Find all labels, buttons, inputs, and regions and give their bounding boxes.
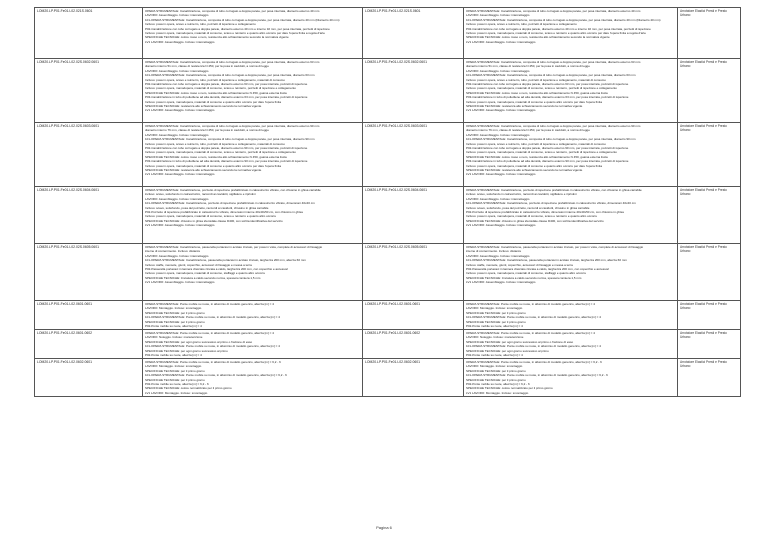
item-category: Arrotatore Elastici Presti e Presto Urbano bbox=[678, 187, 741, 243]
description-line: LV1 LAVORO: Assemblaggio. Incluso: intercettaggio bbox=[145, 39, 215, 44]
description-line: 101-OPERA STRUMENTALE: Canalizzazione, passerella portacavi in acciaio zincato, larghezza 200 mm, altezza 60 mm bbox=[466, 258, 627, 263]
description-line: P02-Ponte mobile su ruote, altezza [m] = 4 bbox=[145, 353, 202, 358]
description-line: SPECIFICHE TECNICHE: resistenza allo schiacciamento secondo la normativa vigente bbox=[466, 104, 583, 109]
item-code-secondary: LOM20.LP.P01.Fe01.L02.0601.0602 bbox=[363, 330, 464, 358]
description-line: OPERA STRUMENTALE: Canalizzazione, composta di tubo corrugato a doppia parete, per posa interrata, diametro esterno 90 mm bbox=[466, 124, 641, 128]
description-line: 101-OPERA STRUMENTALE: Canalizzazione, pozzetto di ispezione prefabbricato in calcestruzzo vibrato, dimensioni 40x40 cm bbox=[466, 201, 636, 206]
item-description-secondary bbox=[464, 330, 678, 358]
description-line: LAVORO: Assemblaggio. Incluso: intercettaggio bbox=[466, 68, 530, 73]
item-category: Arrotatore Elastici Presti e Presto Urbano bbox=[678, 301, 741, 329]
description-line: SPECIFICHE TECNICHE: resistenza allo schiacciamento secondo la normativa vigente bbox=[145, 168, 262, 173]
table-row bbox=[35, 359, 741, 397]
description-line: SPECIFICHE TECNICHE: per il primo giorno bbox=[145, 310, 205, 315]
description-line: OPERA STRUMENTALE: Canalizzazione, composta di tubo corrugato a doppia parete, per posa interrata, diametro esterno 40 mm bbox=[466, 9, 641, 13]
description-line: LAVORO: Assemblaggio. Incluso: intercettaggio bbox=[466, 13, 530, 18]
description-line: LAVORO: Assemblaggio. Incluso: intercettaggio bbox=[145, 132, 209, 137]
item-code: LOM20.LP.P01.Fe01.L02.0601.0601 bbox=[35, 301, 143, 329]
description-line: OPERA STRUMENTALE: Canalizzazione, composta di tubo corrugato a doppia parete, per posa interrata, diametro esterno 63 mm bbox=[145, 60, 320, 64]
description-line: OPERA STRUMENTALE: Ponte mobile su ruote, in alluminio di modello generico, altezza [m] = 4 bbox=[466, 302, 595, 306]
description-line: LV1 LAVORO: Assemblaggio. Incluso: intercettaggio bbox=[466, 280, 536, 285]
description-line: OPERA STRUMENTALE: Ponte mobile su ruote, in alluminio di modello generico, altezza [m] = 4 bbox=[466, 331, 595, 335]
description-line: P02-Canalizzazione con tubo corrugato a doppia parete, diametro esterno 90 mm, per posa interrata, pozzetti di ispezione bbox=[145, 146, 308, 151]
item-category: Arrotatore Elastici Presti e Presto Urbano bbox=[678, 59, 741, 122]
item-description bbox=[143, 244, 363, 300]
description-line bbox=[466, 357, 675, 358]
description-line: Incluso: posa in opera, manodopera, materiali di consumo, scavo e reinterro e quanto altro occorre bbox=[145, 214, 277, 219]
item-category: Arrotatore Elastici Presti e Presto Urbano bbox=[678, 330, 741, 358]
description-line: SPECIFICHE TECNICHE: per il primo giorno bbox=[145, 368, 205, 373]
description-line: SPECIFICHE TECNICHE: colore rosso o nero, resistenza allo schiacciamento N 450, guaina esterna liscia bbox=[466, 90, 608, 95]
description-line: OPERA STRUMENTALE: Canalizzazione, composta di tubo corrugato a doppia parete, per posa interrata, diametro esterno 63 mm bbox=[466, 60, 641, 64]
table-row bbox=[35, 187, 741, 244]
description-line: P03-Canalizzazione in tubo di polietilene ad alta densità, diametro esterno 90 mm, per posa interrata, pozzetti di ispezione bbox=[466, 159, 629, 164]
price-list-table bbox=[34, 7, 741, 397]
description-line bbox=[466, 328, 675, 329]
item-code-secondary: LOM20.LP.P01.Fe01.L02.02S.0602.0601 bbox=[363, 59, 464, 122]
description-line: Incluso: posa in opera, manodopera, materiali di consumo, scavo e reinterro e quanto altro occorre per dare l'opera finita a regola d'arte bbox=[145, 31, 325, 36]
description-line: Incluso: posa in opera, manodopera, materiali di consumo, scavo e reinterro e quanto altro occorre bbox=[466, 214, 598, 219]
item-code: LOM20.LP.P01.Fe01.L02.021S.0601 bbox=[35, 8, 143, 58]
table-row bbox=[35, 244, 741, 301]
description-line: SPECIFICHE TECNICHE: per il primo giorno bbox=[466, 310, 526, 315]
item-description-secondary bbox=[464, 359, 678, 396]
description-line: OPERA STRUMENTALE: Canalizzazione, composta di tubo corrugato a doppia parete, per posa interrata, diametro esterno 90 mm bbox=[145, 124, 320, 128]
description-line: LAVORO: Assemblaggio. Incluso: intercettaggio bbox=[466, 132, 530, 137]
description-line: SPECIFICHE TECNICHE: chiusino in ghisa sferoidale classe D400, con scritta identificativa del servizio bbox=[145, 218, 283, 223]
description-line: 101-OPERA STRUMENTALE: Ponte mobile su ruote, in alluminio di modello generico, altezza [m] = 4 bbox=[466, 344, 601, 349]
description-line: Incluso: posa in opera, scavo e reinterro, tubo, pozzetti di ispezione e collegamento, materiali di consumo bbox=[145, 77, 285, 82]
description-line: P02-Canalizzazione con tubo corrugato a doppia parete, diametro esterno 63 mm, per posa interrata, pozzetti di ispezione bbox=[466, 82, 629, 87]
description-line: Incluso: posa in opera, manodopera, materiali di consumo, scavo e reinterro, pozzetti di ispezione e collegamento bbox=[466, 150, 617, 155]
description-line: OPERA STRUMENTALE: Ponte mobile su ruote, in alluminio di modello generico, altezza [m] = 4 bbox=[145, 331, 274, 335]
description-line: SPECIFICHE TECNICHE: chiusino in ghisa sferoidale classe D400, con scritta identificativa del servizio bbox=[466, 218, 604, 223]
description-line: P02-Pozzetto di ispezione prefabbricato in calcestruzzo vibrato, dimensioni interne 40x40x50 cm, con chiusino in ghisa bbox=[145, 210, 303, 215]
description-line: P02-Passerella portacavi in lamiera d'acciaio zincata a caldo, larghezza 200 mm, con coperchio e accessori bbox=[466, 267, 610, 272]
description-line: OPERA STRUMENTALE: Canalizzazione, composta di tubo corrugato a doppia parete, per posa interrata, diametro esterno 40 mm bbox=[145, 9, 320, 13]
description-line: diametro interno 51 mm, classe di resistenza N 450, per la posa in cavidotti, a norma di legge bbox=[466, 64, 590, 69]
description-line: 101-OPERA STRUMENTALE: Canalizzazione, composta di tubo corrugato a doppia parete, per posa interrata, diametro 63 mm bbox=[466, 73, 636, 78]
description-line: interne di contenimento. Incluso: distanze bbox=[145, 249, 201, 254]
description-line: SPECIFICHE TECNICHE: resistenza allo schiacciamento secondo la normativa vigente bbox=[145, 104, 262, 109]
item-category: Arrotatore Elastici Presti e Presto Urbano bbox=[678, 359, 741, 396]
description-line: SPECIFICHE TECNICHE: colore rosso o nero, resistenza allo schiacciamento N 450, guaina esterna liscia bbox=[466, 154, 608, 159]
description-line: LAVORO: Assemblaggio. Incluso: intercettaggio bbox=[466, 253, 530, 258]
description-line: P02-Canalizzazione con tubo corrugato a doppia parete, diametro esterno 40 mm e interno 32 mm, per posa interrata, pozzetti di ispezione bbox=[145, 26, 330, 31]
item-description bbox=[143, 187, 363, 243]
description-line: SPECIFICHE TECNICHE: per il primo giorno bbox=[466, 377, 526, 382]
item-code: LOM20.LP.P01.Fe01.L02.0601.0602 bbox=[35, 330, 143, 358]
item-category: Arrotatore Elastici Presti e Presto Urbano bbox=[678, 244, 741, 300]
description-line: P02-Canalizzazione con tubo corrugato a doppia parete, diametro esterno 40 mm e interno 32 mm, per posa interrata, pozzetti di ispezione bbox=[466, 26, 651, 31]
description-line: P02-Passerella portacavi in lamiera d'acciaio zincata a caldo, larghezza 200 mm, con coperchio e accessori bbox=[145, 267, 289, 272]
description-line: Incluso: posa in opera, scavo e reinterro, tubo, pozzetti di ispezione e collegamento bbox=[466, 22, 577, 27]
description-line: Incluso: posa in opera, manodopera, materiali di consumo e quanto altro occorre per dare l'opera finita bbox=[466, 163, 602, 168]
description-line: LAVORO: Assemblaggio. Incluso: intercettaggio bbox=[145, 13, 209, 18]
description-line: LAVORO: Assemblaggio. Incluso: intercettaggio bbox=[466, 196, 530, 201]
description-line: Incluso: posa in opera, manodopera, materiali di consumo, scavo e reinterro, pozzetti di ispezione e collegamento bbox=[145, 86, 296, 91]
description-line: OPERA STRUMENTALE: Canalizzazione, passerella portacavi in acciaio zincato, per posa in vista, complete di accessori di fissaggio bbox=[145, 245, 323, 249]
description-line: SPECIFICHE TECNICHE: per il primo giorno bbox=[466, 319, 526, 324]
description-line: P03-Canalizzazione in tubo di polietilene ad alta densità, diametro esterno 90 mm, per posa interrata, pozzetti di ispezione bbox=[145, 159, 308, 164]
description-line: SPECIFICHE TECNICHE: per ogni giorno successivo al primo o frazione di esso bbox=[466, 339, 574, 344]
description-line: diametro interno 51 mm, classe di resistenza N 450, per la posa in cavidotti, a norma di legge bbox=[145, 64, 269, 69]
item-code: LOM20.LP.P01.Fe01.L02.02S.0602.0601 bbox=[35, 59, 143, 122]
description-line: SPECIFICHE TECNICHE: per ogni giorno successivo al primo bbox=[145, 348, 228, 353]
description-line: Incluso: posa in opera, manodopera, materiali di consumo e quanto altro occorre per dare l'opera finita bbox=[145, 99, 281, 104]
table-row bbox=[35, 59, 741, 123]
description-line: Incluso: posa in opera, scavo e reinterro, tubo, pozzetti di ispezione e collegamento, materiali di consumo bbox=[145, 141, 285, 146]
table-row bbox=[35, 301, 741, 330]
description-line: Incluso: posa in opera, manodopera, materiali di consumo, scavo e reinterro e quanto altro occorre per dare l'opera finita a regola d'arte bbox=[466, 31, 646, 36]
description-line: LV1 LAVORO: Assemblaggio. Incluso: intercettaggio bbox=[145, 223, 215, 228]
description-line: LV1 LAVORO: Assemblaggio. Incluso: intercettaggio bbox=[466, 223, 536, 228]
description-line: incluso: scavo, sottofondo in calcestruzzo, raccordi ai cavidotti, sigillature e ripristini bbox=[466, 192, 577, 197]
description-line: Incluso: posa in opera, manodopera, materiali di consumo, staffaggi e quanto altro occorre bbox=[466, 271, 587, 276]
description-line: SPECIFICHE TECNICHE: colore rosso o nero, resistenza allo schiacciamento secondo la normativa vigente bbox=[145, 35, 289, 40]
description-line: P03-Canalizzazione in tubo di polietilene ad alta densità, diametro esterno 63 mm, per posa interrata, pozzetti di ispezione bbox=[145, 95, 308, 100]
description-line: OPERA STRUMENTALE: Ponte mobile su ruote, in alluminio di modello generico, altezza [m] = 6,2 - 6 bbox=[145, 360, 281, 364]
description-line: 101-OPERA STRUMENTALE: Ponte mobile su ruote, in alluminio di modello generico, altezza [m] = 4 bbox=[145, 344, 280, 349]
description-line: 101-OPERA STRUMENTALE: Canalizzazione, pozzetto di ispezione prefabbricato in calcestruzzo vibrato, dimensioni 40x40 cm bbox=[145, 201, 315, 206]
description-line: LV1 LAVORO: Assemblaggio. Incluso: intercettaggio bbox=[145, 108, 215, 113]
description-line: P02-Canalizzazione con tubo corrugato a doppia parete, diametro esterno 90 mm, per posa interrata, pozzetti di ispezione bbox=[466, 146, 629, 151]
description-line: SPECIFICHE TECNICHE: resistenza allo schiacciamento secondo la normativa vigente bbox=[466, 168, 583, 173]
description-line: LAVORO: Montaggio. Incluso: smontaggio bbox=[466, 306, 523, 311]
description-line: Incluso: posa in opera, scavo e reinterro, tubo, pozzetti di ispezione e collegamento, materiali di consumo bbox=[466, 141, 606, 146]
item-code-secondary: LOM20.LP.P01.Fe01.L02.0602.0601 bbox=[363, 359, 464, 396]
description-line: SPECIFICHE TECNICHE: colore normalizzato per il primo giorno bbox=[466, 386, 553, 391]
description-line: LAVORO: Assemblaggio. Incluso: intercettaggio bbox=[145, 68, 209, 73]
description-line: LV1 LAVORO: Assemblaggio. Incluso: intercettaggio bbox=[466, 108, 536, 113]
description-line bbox=[145, 328, 360, 329]
description-line: OPERA STRUMENTALE: Ponte mobile su ruote, in alluminio di modello generico, altezza [m] = 6,2 - 6 bbox=[466, 360, 602, 364]
description-line: OPERA STRUMENTALE: Canalizzazione, pozzetto di ispezione prefabbricato in calcestruzzo vibrato, con chiusino in ghisa carrabile bbox=[466, 188, 642, 192]
item-description bbox=[143, 301, 363, 329]
description-line: SPECIFICHE TECNICHE: zincatura a caldo secondo norma, spessore lamiera 1,5 mm bbox=[466, 275, 582, 280]
description-line: SPECIFICHE TECNICHE: per ogni giorno successivo al primo o frazione di esso bbox=[145, 339, 253, 344]
page-number: Pagina 6 bbox=[376, 525, 392, 530]
description-line: 101-OPERA STRUMENTALE: Canalizzazione, passerella portacavi in acciaio zincato, larghezza 200 mm, altezza 60 mm bbox=[145, 258, 306, 263]
description-line: LAVORO: Montaggio. Incluso: smontaggio bbox=[145, 364, 202, 369]
description-line: Incluso: posa in opera, scavo e reinterro, tubo, pozzetti di ispezione e collegamento, materiali di consumo bbox=[466, 77, 606, 82]
description-line: LAVORO: Assemblaggio. Incluso: intercettaggio bbox=[145, 196, 209, 201]
description-line: 101-OPERA STRUMENTALE: Canalizzazione, composta di tubo corrugato a doppia parete, per posa interrata, diametro 90 mm bbox=[466, 137, 636, 142]
description-line: LV1 LAVORO: Assemblaggio. Incluso: intercettaggio bbox=[145, 172, 215, 177]
item-description bbox=[143, 8, 363, 58]
description-line: SPECIFICHE TECNICHE: per il primo giorno bbox=[145, 319, 205, 324]
description-line: LV1 LAVORO: Assemblaggio. Incluso: intercettaggio bbox=[145, 280, 215, 285]
description-line: OPERA STRUMENTALE: Ponte mobile su ruote, in alluminio di modello generico, altezza [m] = 4 bbox=[145, 302, 274, 306]
description-line: LV1 LAVORO: Montaggio. Incluso: smontaggio bbox=[145, 390, 208, 395]
description-line: incluso: scavo, sottofondo in calcestruzzo, raccordi ai cavidotti, sigillature e ripristini bbox=[145, 192, 256, 197]
description-line: 101-OPERA STRUMENTALE: Ponte mobile su ruote, in alluminio di modello generico, altezza [m] = 6,2 - 6 bbox=[145, 373, 287, 378]
description-line: 101-OPERA STRUMENTALE: Ponte mobile su ruote, in alluminio di modello generico, altezza [m] = 4 bbox=[145, 315, 280, 320]
description-line: Incluso: scavo, sottofondo, posa del pozzetto, raccordi ai cavidotti, chiusino in ghisa carrabile bbox=[145, 205, 269, 210]
description-line: SPECIFICHE TECNICHE: colore rosso o nero, resistenza allo schiacciamento N 450, guaina esterna liscia bbox=[145, 90, 287, 95]
item-category: Arrotatore Elastici Presti e Presto Urbano bbox=[678, 123, 741, 186]
description-line: 101-OPERA STRUMENTALE: Ponte mobile su ruote, in alluminio di modello generico, altezza [m] = 4 bbox=[466, 315, 601, 320]
description-line: Incluso: posa in opera, manodopera, materiali di consumo, staffaggi e quanto altro occorre bbox=[145, 271, 266, 276]
description-line: LV1 LAVORO: Montaggio. Incluso: smontaggio bbox=[466, 390, 529, 395]
description-line: P03-Canalizzazione in tubo di polietilene ad alta densità, diametro esterno 63 mm, per posa interrata, pozzetti di ispezione bbox=[466, 95, 629, 100]
description-line: interne di contenimento. Incluso: distanze bbox=[466, 249, 522, 254]
item-description bbox=[143, 359, 363, 396]
description-line: 101-OPERA STRUMENTALE: Canalizzazione, composta di tubo corrugato a doppia parete, per posa interrata, diametro 63 mm bbox=[145, 73, 315, 78]
description-line: LAVORO: Montaggio. Incluso: smontaggio bbox=[145, 306, 202, 311]
item-code: LOM20.LP.P01.Fe01.L02.02S.0603.0601 bbox=[35, 123, 143, 186]
description-line: 101-OPERA STRUMENTALE: Ponte mobile su ruote, in alluminio di modello generico, altezza [m] = 6,2 - 6 bbox=[466, 373, 608, 378]
description-line: diametro interno 76 mm, classe di resistenza N 450, per la posa in cavidotti, a norma di legge bbox=[466, 128, 590, 133]
description-line: Incluso: posa in opera, manodopera, materiali di consumo, scavo e reinterro, pozzetti di ispezione e collegamento bbox=[145, 150, 296, 155]
description-line: SPECIFICHE TECNICHE: per il primo giorno bbox=[145, 377, 205, 382]
item-code-secondary: LOM20.LP.P01.Fe01.L02.0601.0601 bbox=[363, 301, 464, 329]
description-line bbox=[145, 357, 360, 358]
description-line: Incluso: posa in opera, manodopera, materiali di consumo e quanto altro occorre per dare l'opera finita bbox=[466, 99, 602, 104]
description-line: P02-Ponte mobile su ruote, altezza [m] = 4 bbox=[466, 353, 523, 358]
description-line: P02-Pozzetto di ispezione prefabbricato in calcestruzzo vibrato, dimensioni interne 40x40x50 cm, con chiusino in ghisa bbox=[466, 210, 624, 215]
item-code: LOM20.LP.P01.Fe01.L02.0602.0601 bbox=[35, 359, 143, 396]
description-line: 101-OPERA STRUMENTALE: Canalizzazione, composta di tubo corrugato a doppia parete, per posa interrata, diametro 40 mm (Diametro 40 mm) bbox=[466, 17, 661, 22]
description-line: P02-Ponte mobile su ruote, altezza [m] = 4 bbox=[466, 324, 523, 329]
description-line: P02-Ponte mobile su ruote, altezza [m] = 6,2 - 6 bbox=[145, 382, 209, 387]
description-line: OPERA STRUMENTALE: Canalizzazione, pozzetto di ispezione prefabbricato in calcestruzzo vibrato, con chiusino in ghisa carrabile bbox=[145, 188, 321, 192]
item-description-secondary bbox=[464, 59, 678, 122]
item-code: LOM20.LP.P01.Fe01.L02.02S.0604.0601 bbox=[35, 187, 143, 243]
description-line: Incluso: staffe, mensole, giunti, coperchio, accessori di fissaggio e messa a terra bbox=[145, 262, 252, 267]
description-line: P02-Ponte mobile su ruote, altezza [m] = 4 bbox=[145, 324, 202, 329]
description-line: SPECIFICHE TECNICHE: colore rosso o nero, resistenza allo schiacciamento N 450, guaina esterna liscia bbox=[145, 154, 287, 159]
description-line: SPECIFICHE TECNICHE: colore normalizzato per il primo giorno bbox=[145, 386, 232, 391]
description-line: SPECIFICHE TECNICHE: per il primo giorno bbox=[466, 368, 526, 373]
item-code: LOM20.LP.P01.Fe01.L02.02S.0605.0601 bbox=[35, 244, 143, 300]
table-row bbox=[35, 8, 741, 59]
description-line: Incluso: posa in opera, manodopera, materiali di consumo, scavo e reinterro, pozzetti di ispezione e collegamento bbox=[466, 86, 617, 91]
description-line: LV1 LAVORO: Assemblaggio. Incluso: intercettaggio bbox=[466, 172, 536, 177]
item-code-secondary: LOM20.LP.P01.Fe01.L02.02S.0603.0601 bbox=[363, 123, 464, 186]
description-line: LAVORO: Montaggio. Incluso: smontaggio bbox=[466, 364, 523, 369]
description-line: P02-Ponte mobile su ruote, altezza [m] = 6,2 - 6 bbox=[466, 382, 530, 387]
item-description bbox=[143, 123, 363, 186]
item-code-secondary: LOM20.LP.P01.Fe01.L02.021S.0601 bbox=[363, 8, 464, 58]
description-line: Incluso: posa in opera, manodopera, materiali di consumo e quanto altro occorre per dare l'opera finita bbox=[145, 163, 281, 168]
description-line: OPERA STRUMENTALE: Canalizzazione, passerella portacavi in acciaio zincato, per posa in vista, complete di accessori di fissaggio bbox=[466, 245, 644, 249]
description-line: Incluso: posa in opera, scavo e reinterro, tubo, pozzetti di ispezione e collegamento bbox=[145, 22, 256, 27]
description-line: P02-Canalizzazione con tubo corrugato a doppia parete, diametro esterno 63 mm, per posa interrata, pozzetti di ispezione bbox=[145, 82, 308, 87]
item-description-secondary bbox=[464, 187, 678, 243]
item-description-secondary bbox=[464, 123, 678, 186]
description-line: Incluso: staffe, mensole, giunti, coperchio, accessori di fissaggio e messa a terra bbox=[466, 262, 573, 267]
item-code-secondary: LOM20.LP.P01.Fe01.L02.02S.0605.0601 bbox=[363, 244, 464, 300]
description-line: SPECIFICHE TECNICHE: colore rosso o nero, resistenza allo schiacciamento secondo la normativa vigente bbox=[466, 35, 610, 40]
item-description-secondary bbox=[464, 301, 678, 329]
item-description bbox=[143, 330, 363, 358]
description-line: LAVORO: Assemblaggio. Incluso: intercettaggio bbox=[145, 253, 209, 258]
item-description bbox=[143, 59, 363, 122]
item-description-secondary bbox=[464, 8, 678, 58]
description-line: SPECIFICHE TECNICHE: zincatura a caldo secondo norma, spessore lamiera 1,5 mm bbox=[145, 275, 261, 280]
table-row bbox=[35, 330, 741, 359]
description-line: LAVORO: Noleggio. Incluso: manutenzione bbox=[466, 335, 524, 340]
description-line: LV1 LAVORO: Assemblaggio. Incluso: intercettaggio bbox=[466, 39, 536, 44]
description-line: diametro interno 76 mm, classe di resistenza N 450, per la posa in cavidotti, a norma di legge bbox=[145, 128, 269, 133]
description-line: 101-OPERA STRUMENTALE: Canalizzazione, composta di tubo corrugato a doppia parete, per posa interrata, diametro 40 mm (Diametro 40 mm) bbox=[145, 17, 340, 22]
item-description-secondary bbox=[464, 244, 678, 300]
table-row bbox=[35, 123, 741, 187]
item-code-secondary: LOM20.LP.P01.Fe01.L02.02S.0604.0601 bbox=[363, 187, 464, 243]
description-line: Incluso: scavo, sottofondo, posa del pozzetto, raccordi ai cavidotti, chiusino in ghisa carrabile bbox=[466, 205, 590, 210]
description-line: LAVORO: Noleggio. Incluso: manutenzione bbox=[145, 335, 203, 340]
item-category: Arrotatore Elastici Presti e Presto Urbano bbox=[678, 8, 741, 58]
description-line: 101-OPERA STRUMENTALE: Canalizzazione, composta di tubo corrugato a doppia parete, per posa interrata, diametro 90 mm bbox=[145, 137, 315, 142]
description-line: SPECIFICHE TECNICHE: per ogni giorno successivo al primo bbox=[466, 348, 549, 353]
